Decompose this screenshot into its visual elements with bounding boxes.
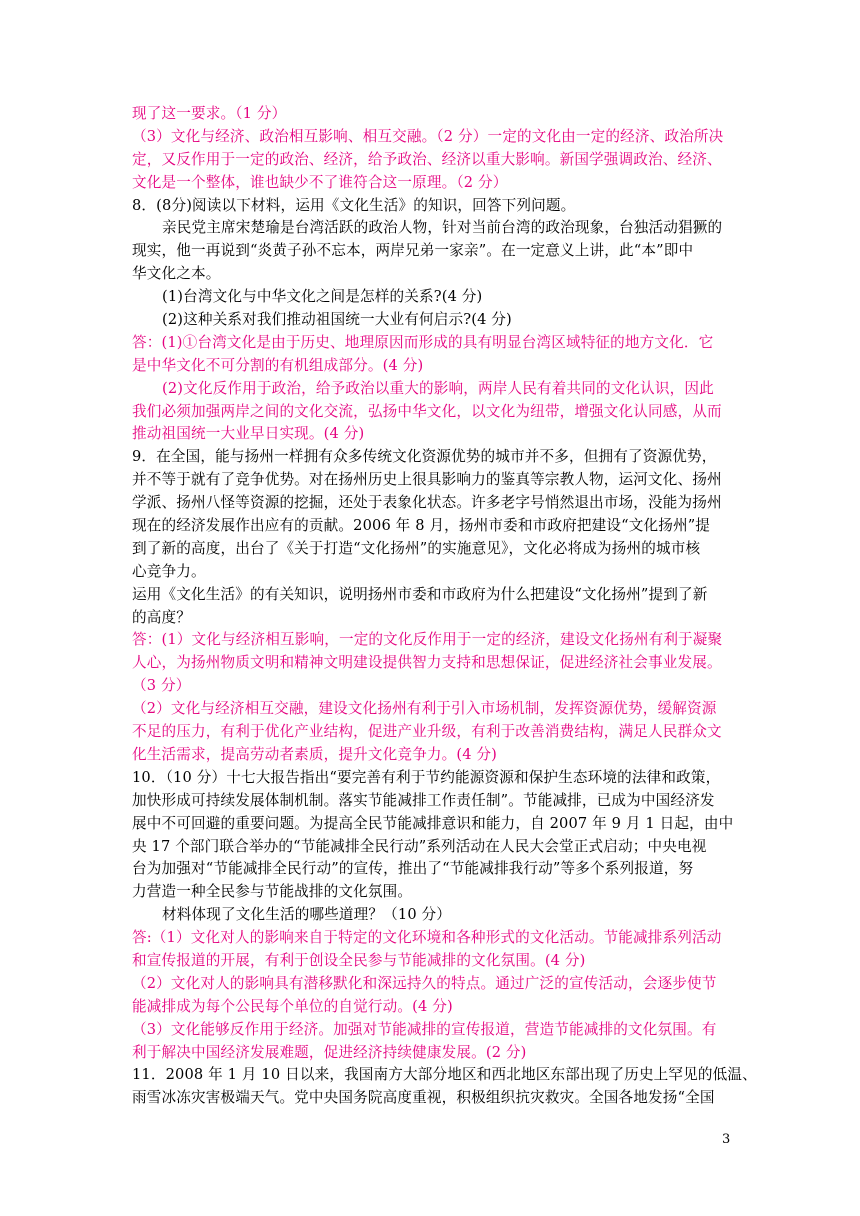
question-text-line: 材料体现了文化生活的哪些道理？（10 分） bbox=[162, 906, 452, 924]
question-text-line: 现在的经济发展作出应有的贡献。2006 年 8 月，扬州市委和市政府把建设“文化扬州”提 bbox=[132, 517, 711, 535]
question-text-line: 心竞争力。 bbox=[132, 562, 206, 580]
question-text-line: 11．2008 年 1 月 10 日以来，我国南方大部分地区和西北地区东部出现了历史上罕见的低温、 bbox=[132, 1066, 757, 1084]
question-text-line: 10．（10 分）十七大报告指出“要完善有利于节约能源资源和保护生态环境的法律和政策， bbox=[132, 768, 721, 786]
question-text-line: 运用《文化生活》的有关知识，说明扬州市委和市政府为什么把建设“文化扬州”提到了新 bbox=[132, 585, 708, 603]
question-text-line: 8．(8分)阅读以下材料，运用《文化生活》的知识，回答下列问题。 bbox=[132, 196, 576, 214]
answer-text-line: (2)文化反作用于政治，给予政治以重大的影响，两岸人民有着共同的文化认识，因此 bbox=[162, 379, 714, 397]
question-text-line: 的高度？ bbox=[132, 608, 191, 626]
answer-text-line: （2）文化与经济相互交融，建设文化扬州有利于引入市场机制，发挥资源优势，缓解资源 bbox=[132, 700, 717, 718]
question-text-line: 亲民党主席宋楚瑜是台湾活跃的政治人物，针对当前台湾的政治现象，台独活动猖獗的 bbox=[162, 219, 723, 237]
answer-text-line: （3）文化能够反作用于经济。加强对节能减排的宣传报道，营造节能减排的文化氛围。有 bbox=[132, 1020, 717, 1038]
answer-text-line: 我们必须加强两岸之间的文化交流，弘扬中华文化，以文化为纽带，增强文化认同感，从而 bbox=[132, 402, 722, 420]
answer-text-line: 利于解决中国经济发展难题，促进经济持续健康发展。(2 分) bbox=[132, 1043, 527, 1061]
answer-text-line: 化生活需求，提高劳动者素质，提升文化竞争力。(4 分) bbox=[132, 745, 498, 763]
document-body bbox=[132, 103, 757, 1110]
answer-text-line: 定，又反作用于一定的政治、经济，给予政治、经济以重大影响。新国学强调政治、经济、 bbox=[132, 150, 722, 168]
answer-text-line: 不足的压力，有利于优化产业结构，促进产业升级，有利于改善消费结构，满足人民群众文 bbox=[132, 723, 722, 741]
question-text-line: (1)台湾文化与中华文化之间是怎样的关系?(4 分) bbox=[162, 288, 483, 306]
answer-text-line: （3）文化与经济、政治相互影响、相互交融。（2 分）一定的文化由一定的经济、政治所决 bbox=[132, 127, 724, 145]
answer-text-line: 人心，为扬州物质文明和精神文明建设提供智力支持和思想保证，促进经济社会事业发展。 bbox=[132, 654, 722, 672]
question-text-line: 央 17 个部门联合举办的“节能减排全民行动”系列活动在人民大会堂正式启动；中央电视 bbox=[132, 837, 707, 855]
answer-text-line: （2）文化对人的影响具有潜移默化和深远持久的特点。通过广泛的宣传活动，会逐步使节 bbox=[132, 974, 717, 992]
answer-text-line: 能减排成为每个公民每个单位的自觉行动。(4 分) bbox=[132, 997, 453, 1015]
answer-text-line: 答：(1）文化与经济相互影响，一定的文化反作用于一定的经济，建设文化扬州有利于凝聚 bbox=[132, 631, 723, 649]
question-text-line: 到了新的高度，出台了《关于打造“文化扬州”的实施意见》，文化必将成为扬州的城市核 bbox=[132, 539, 701, 557]
answer-text-line: 答：(1)①台湾文化是由于历史、地理原因而形成的具有明显台湾区域特征的地方文化．它 bbox=[132, 333, 714, 351]
question-text-line: 华文化之本。 bbox=[132, 265, 221, 283]
question-text-line: 学派、扬州八怪等资源的挖掘，还处于表象化状态。许多老字号悄然退出市场，没能为扬州 bbox=[132, 494, 722, 512]
answer-text-line: 文化是一个整体，谁也缺少不了谁符合这一原理。（2 分） bbox=[132, 173, 508, 191]
answer-text-line: （3 分） bbox=[132, 677, 191, 695]
answer-text-line: 是中华文化不可分割的有机组成部分。(4 分) bbox=[132, 356, 424, 374]
question-text-line: 并不等于就有了竞争优势。对在扬州历史上很具影响力的鉴真等宗教人物，运河文化、扬州 bbox=[132, 471, 722, 489]
question-text-line: 加快形成可持续发展体制机制。落实节能减排工作责任制”。节能减排，已成为中国经济发 bbox=[132, 791, 715, 809]
question-text-line: 力营造一种全民参与节能战排的文化氛围。 bbox=[132, 883, 413, 901]
question-text-line: (2)这种关系对我们推动祖国统一大业有何启示?(4 分) bbox=[162, 311, 512, 329]
answer-text-line: 答:（1）文化对人的影响来自于特定的文化环境和各种形式的文化活动。节能减排系列活动 bbox=[132, 929, 722, 947]
page-number: 3 bbox=[722, 1132, 731, 1147]
question-text-line: 展中不可回避的重要问题。为提高全民节能减排意识和能力，自 2007 年 9 月 1 日起，由中 bbox=[132, 814, 734, 832]
question-text-line: 9．在全国，能与扬州一样拥有众多传统文化资源优势的城市并不多，但拥有了资源优势， bbox=[132, 448, 717, 466]
answer-text-line: 现了这一要求。（1 分） bbox=[132, 105, 287, 122]
question-text-line: 台为加强对“节能减排全民行动”的宣传，推出了“节能减排我行动”等多个系列报道，努 bbox=[132, 860, 694, 878]
question-text-line: 雨雪冰冻灾害极端天气。党中央国务院高度重视，积极组织抗灾救灾。全国各地发扬“全国 bbox=[132, 1089, 715, 1107]
answer-text-line: 推动祖国统一大业早日实现。(4 分) bbox=[132, 425, 365, 443]
answer-text-line: 和宣传报道的开展，有利于创设全民参与节能减排的文化氛围。(4 分) bbox=[132, 951, 586, 969]
question-text-line: 现实，他一再说到“炎黄子孙不忘本，两岸兄弟一家亲”。在一定意义上讲，此“本”即中 bbox=[132, 242, 694, 260]
